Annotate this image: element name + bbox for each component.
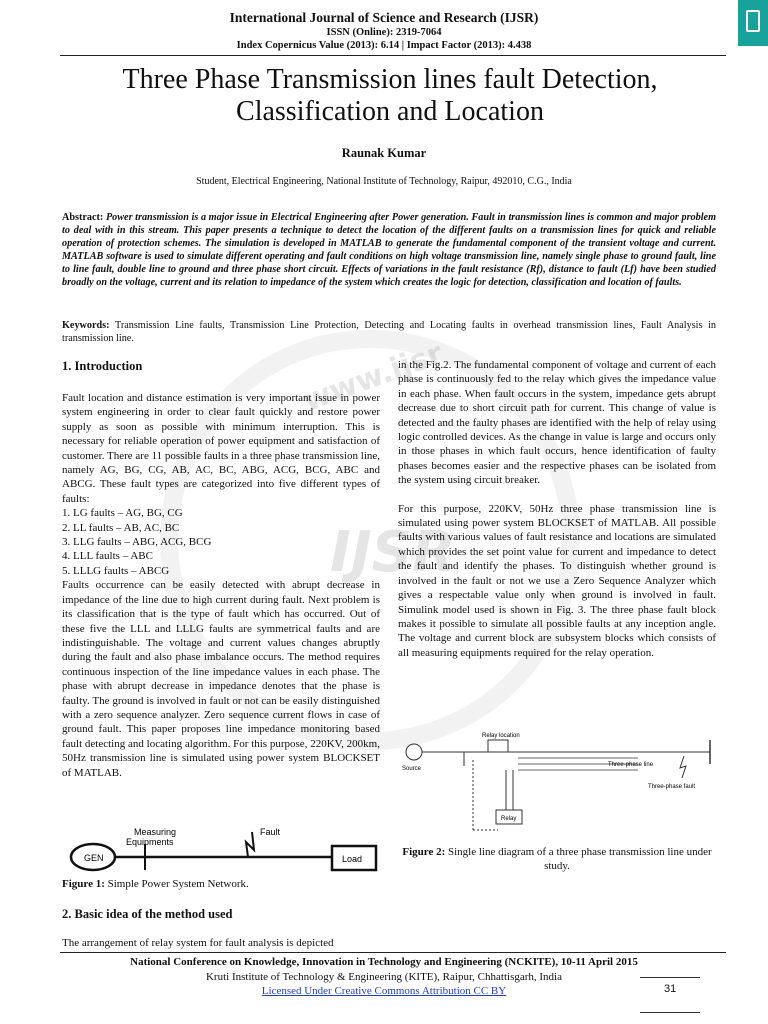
right-paragraph: For this purpose, 220KV, 50Hz three phase transmission line is simulated using power system BLOCKSET of MATLAB. All possible faults with various values of fault resistance and locations are simulated which provides the set point value for current and impedance to detect the fault and identify the phases. To distinguish whether ground is involved in the fault or not we use a Zero Sequence Analyzer which gives a respectable value only when ground is involved in fault. Simulink model used is shown in Fig. 3. The three phase fault block makes it possible to simulate all possible faults at any inception angle. The voltage and current block are subsystem blocks which consists of all measuring equipments required for the relay operation. <box>398 502 716 659</box>
relay-label: Relay <box>501 816 517 822</box>
list-item: 5. LLLG faults – ABCG <box>62 564 170 577</box>
watermark-logo-text: IJSR <box>330 520 456 585</box>
gen-label: GEN <box>84 853 104 863</box>
keywords-text: Transmission Line faults, Transmission Line Protection, Detecting and Locating faults in overhead transmission lines, Fault Analysis in transmission line. <box>62 320 716 345</box>
abstract-label: Abstract: <box>62 212 104 223</box>
line-label: Three-phase line <box>608 762 654 768</box>
journal-name: International Journal of Science and Research (IJSR) <box>229 10 539 25</box>
figure-2-caption-label: Figure 2: <box>402 846 446 858</box>
paper-title: Three Phase Transmission lines fault Detection, Classification and Location <box>122 64 658 127</box>
journal-issn: ISSN (Online): 2319-7064 <box>326 27 442 38</box>
watermark-url-text: www.ijsr <box>298 336 448 419</box>
author-affiliation: Student, Electrical Engineering, National Institute of Technology, Raipur, 492010, C.G., India <box>196 176 572 187</box>
right-paragraph: in the Fig.2. The fundamental component of voltage and current of each phase is continuously fed to the relay which gives the impedance value in each phase. When fault occurs in the system, impedance gets abrupt decrease due to short circuit path for current. This change of value is detected and the faulty phases are identified with the help of relay using logic controlled devices. As the change in value is large and occurs only in those phases in which fault occurs, hence identification of faulty phases becomes easier and the respective phases can be isolated from the system using circuit breaker. <box>398 359 716 487</box>
section-1-body <box>62 391 380 780</box>
keywords <box>62 319 716 346</box>
author-name: Raunak Kumar <box>341 146 427 160</box>
figure-2-caption <box>400 845 714 873</box>
footer-rule <box>60 952 726 953</box>
list-item: 2. LL faults – AB, AC, BC <box>62 521 180 534</box>
footer-conference: National Conference on Knowledge, Innovation in Technology and Engineering (NCKITE), 10-11 April 2015 <box>130 956 638 968</box>
load-label: Load <box>342 854 363 864</box>
section-1-paragraph: Faults occurrence can be easily detected with abrupt decrease in impedance of the line due to high current during fault. Next problem is its classification that is the type of fault which has occurred. Out of these five the LLL and LLLG faults are symmetrical faults and are indistinguishable. The voltage and current values changes abruptly during the fault and also phase imbalance occurs. The method requires continuous inspection of the line impedance values in each phase. The phase with abrupt decrease in impedance denotes that the phase is faulty. The ground is involved in fault or not can be easily distinguished with a zero sequence analyzer. Zero sequence current flows in case of ground fault. This paper proposes line impedance monitoring based fault detecting and locating algorithm. For this purpose, 220KV, 200km, 50Hz transmission line is simulated using power system BLOCKSET of MATLAB. <box>62 579 380 779</box>
list-item: 1. LG faults – AG, BG, CG <box>62 507 183 520</box>
equipments-label: Equipments <box>126 837 174 847</box>
measuring-label: Measuring <box>134 827 177 837</box>
figure-2-caption-text: Single line diagram of a three phase transmission line under study. <box>445 846 712 872</box>
list-item: 4. LLL faults – ABC <box>62 550 153 563</box>
figure-1-caption <box>62 878 249 890</box>
source-label: Source <box>402 766 422 772</box>
list-item: 3. LLG faults – ABG, ACG, BCG <box>62 536 212 549</box>
section-1-paragraph: Fault location and distance estimation is very important issue in power system engineering in order to clear fault quickly and restore power supply as soon as possible with minimum interruption. This is necessary for reliable operation of power equipment and satisfaction of customer. There are 11 possible faults in a three phase transmission line, namely AG, BG, CG, AB, AC, BC, ABG, ACG, BCG, ABC and ABCG. These fault types are categorized into five different types of faults: <box>62 392 381 505</box>
right-column-body <box>398 358 716 660</box>
section-2-heading: 2. Basic idea of the method used <box>62 907 233 921</box>
fault-label: Three-phase fault <box>648 784 696 790</box>
fault-label: Fault <box>260 827 281 837</box>
section-1-heading: 1. Introduction <box>62 359 143 373</box>
section-2-body: The arrangement of relay system for fault analysis is depicted <box>62 937 334 949</box>
figure-1-caption-label: Figure 1: <box>62 878 105 890</box>
keywords-label: Keywords: <box>62 320 110 331</box>
header-rule <box>60 55 726 56</box>
abstract-text: Power transmission is a major issue in Electrical Engineering after Power generation. Fault in transmission lines is common and major problem to deal with in this stream. This paper presents a technique to detect the location of the different faults on a transmission lines for quick and reliable operation of protection schemes. The simulation is developed in MATLAB to generate the fundamental component of the transient voltage and current. MATLAB software is used to simulate different operating and fault conditions on high voltage transmission line, namely single phase to ground fault, line to line fault, double line to ground and three phase short circuit. Effects of variations in the fault resistance (Rf), distance to fault (Lf) have been studied broadly on the voltage, current and its relation to impedance of the system which creates the logic for detection, classification and location of faults. <box>62 212 717 289</box>
relay-location-label: Relay location <box>482 733 520 739</box>
page-number: 31 <box>664 983 677 995</box>
abstract <box>62 211 716 290</box>
footer-institute: Kruti Institute of Technology & Engineering (KITE), Raipur, Chhattisgarh, India <box>205 971 562 983</box>
figure-2-diagram <box>398 730 716 840</box>
journal-index: Index Copernicus Value (2013): 6.14 | Impact Factor (2013): 4.438 <box>236 40 532 51</box>
fault-type-list <box>62 506 380 578</box>
figure-1-caption-text: Simple Power System Network. <box>104 878 249 890</box>
license-link[interactable]: Licensed Under Creative Commons Attribution CC BY <box>261 985 507 997</box>
figure-1-diagram <box>62 826 380 876</box>
